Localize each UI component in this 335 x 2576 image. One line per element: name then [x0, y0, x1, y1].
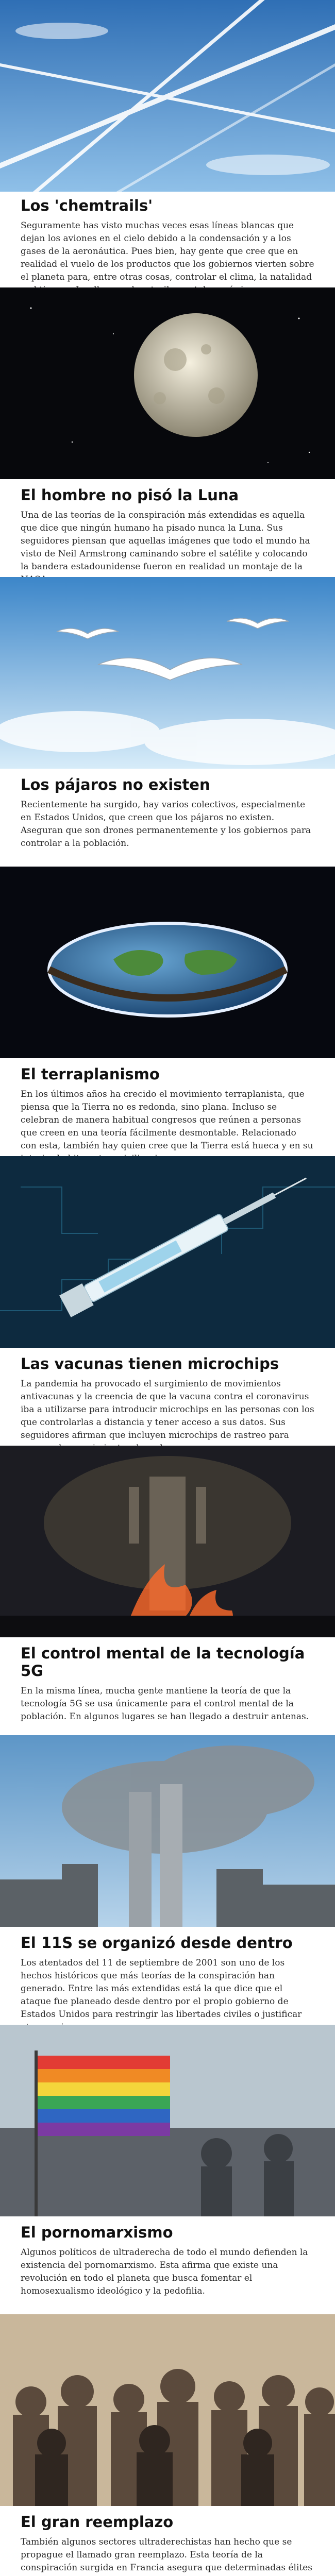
section-title: Los pájaros no existen [21, 776, 210, 793]
section-text: Seguramente has visto muchas veces esas líneas blancas que dejan los aviones en el cielo debido a la condensación y a los gases de la aeronáutica. Pues bien, hay gente que cree que en realidad el vuelo de los productos que los gobiernos vierten sobre el planeta para, entre otras cosas, controlar el clima, la natalidad [21, 221, 314, 282]
section-text: En la misma línea, mucha gente mantiene la teoría de que la tecnología 5G se usa únicamente para el control mental de la población. En algunos lugares se han llegado a destruir antenas. [21, 1686, 309, 1722]
section-text: Algunos políticos de ultraderecha de todo el mundo defienden la existencia del pornomarxismo. Esta afirma que existe una revolución en todo el planeta que busca fomentar el homosexualismo ideológico y la pedofilia. [21, 2247, 308, 2296]
section-gran-reemplazo [0, 2314, 335, 2576]
section-text: Una de las teorías de la conspiración más extendidas es aquella que dice que ningún humano ha pisado nunca la Luna. Sus seguidores piensan que aquellas imágenes que todo el mundo ha visto de Neil Armstrong caminando sobre el satélite y colocando la bandera estadounidense fueron en realidad un montaje de la [21, 510, 310, 572]
flat-earth-image [0, 867, 335, 1058]
section-chemtrails [0, 0, 335, 287]
section-5g [0, 1446, 335, 1735]
moon-image [0, 287, 335, 479]
section-title: El gran reemplazo [21, 2513, 174, 2531]
section-title: Los 'chemtrails' [21, 197, 153, 214]
section-moon-landing [0, 287, 335, 577]
rainbow-flag-image [0, 2025, 335, 2216]
section-11s [0, 1735, 335, 2025]
section-text: En los últimos años ha crecido el movimiento terraplanista, que piensa que la Tierra no es redonda, sino plana. Incluso se celebran de manera habitual congresos que reúnen a personas que creen en una teoría fácilmente desmontable. Relacionado con esta, también hay quien cree que la Tierra está hueca y en su [21, 1089, 313, 1151]
section-title: Las vacunas tienen microchips [21, 1355, 279, 1372]
birds-image [0, 577, 335, 769]
vaccine-image [0, 1156, 335, 1348]
section-flat-earth [0, 867, 335, 1156]
section-title: El terraplanismo [21, 1065, 160, 1083]
section-pornomarxismo [0, 2025, 335, 2314]
chemtrails-image [0, 0, 335, 190]
section-vaccines [0, 1156, 335, 1446]
section-title: El control mental de la tecnología 5G [21, 1645, 305, 1680]
section-text: También algunos sectores ultraderechistas han hecho que se propague el llamado gran reemplazo. Esta teoría de la conspiración surgida en Francia asegura que determinadas élites [21, 2537, 313, 2573]
section-birds [0, 577, 335, 867]
section-text: Los atentados del 11 de septiembre de 2001 son uno de los hechos históricos que más teorías de la conspiración han generado. Entre las más extendidas está la que dice que el ataque fue planeado desde dentro por el propio gobierno de Estados Unidos para restringir las libertades civiles o justificar [21, 1958, 302, 2020]
section-title: El hombre no pisó la Luna [21, 486, 239, 504]
section-title: El pornomarxismo [21, 2224, 173, 2241]
twin-towers-image [0, 1735, 335, 1927]
section-text: La pandemia ha provocado el surgimiento de movimientos antivacunas y la creencia de que la vacuna contra el coronavirus iba a utilizarse para introducir microchips en las personas con los que controlarlas a distancia y tener acceso a sus datos. Sus seguidores afirman que incluyen microchips de rastreo para [21, 1379, 314, 1440]
crowd-image [0, 2314, 335, 2506]
5g-antenna-image [0, 1446, 335, 1637]
section-text: Recientemente ha surgido, hay varios colectivos, especialmente en Estados Unidos, que creen que los pájaros no existen. Aseguran que son drones permanentemente y los gobiernos para controlar a la población. [21, 800, 311, 849]
section-title: El 11S se organizó desde dentro [21, 1934, 293, 1952]
